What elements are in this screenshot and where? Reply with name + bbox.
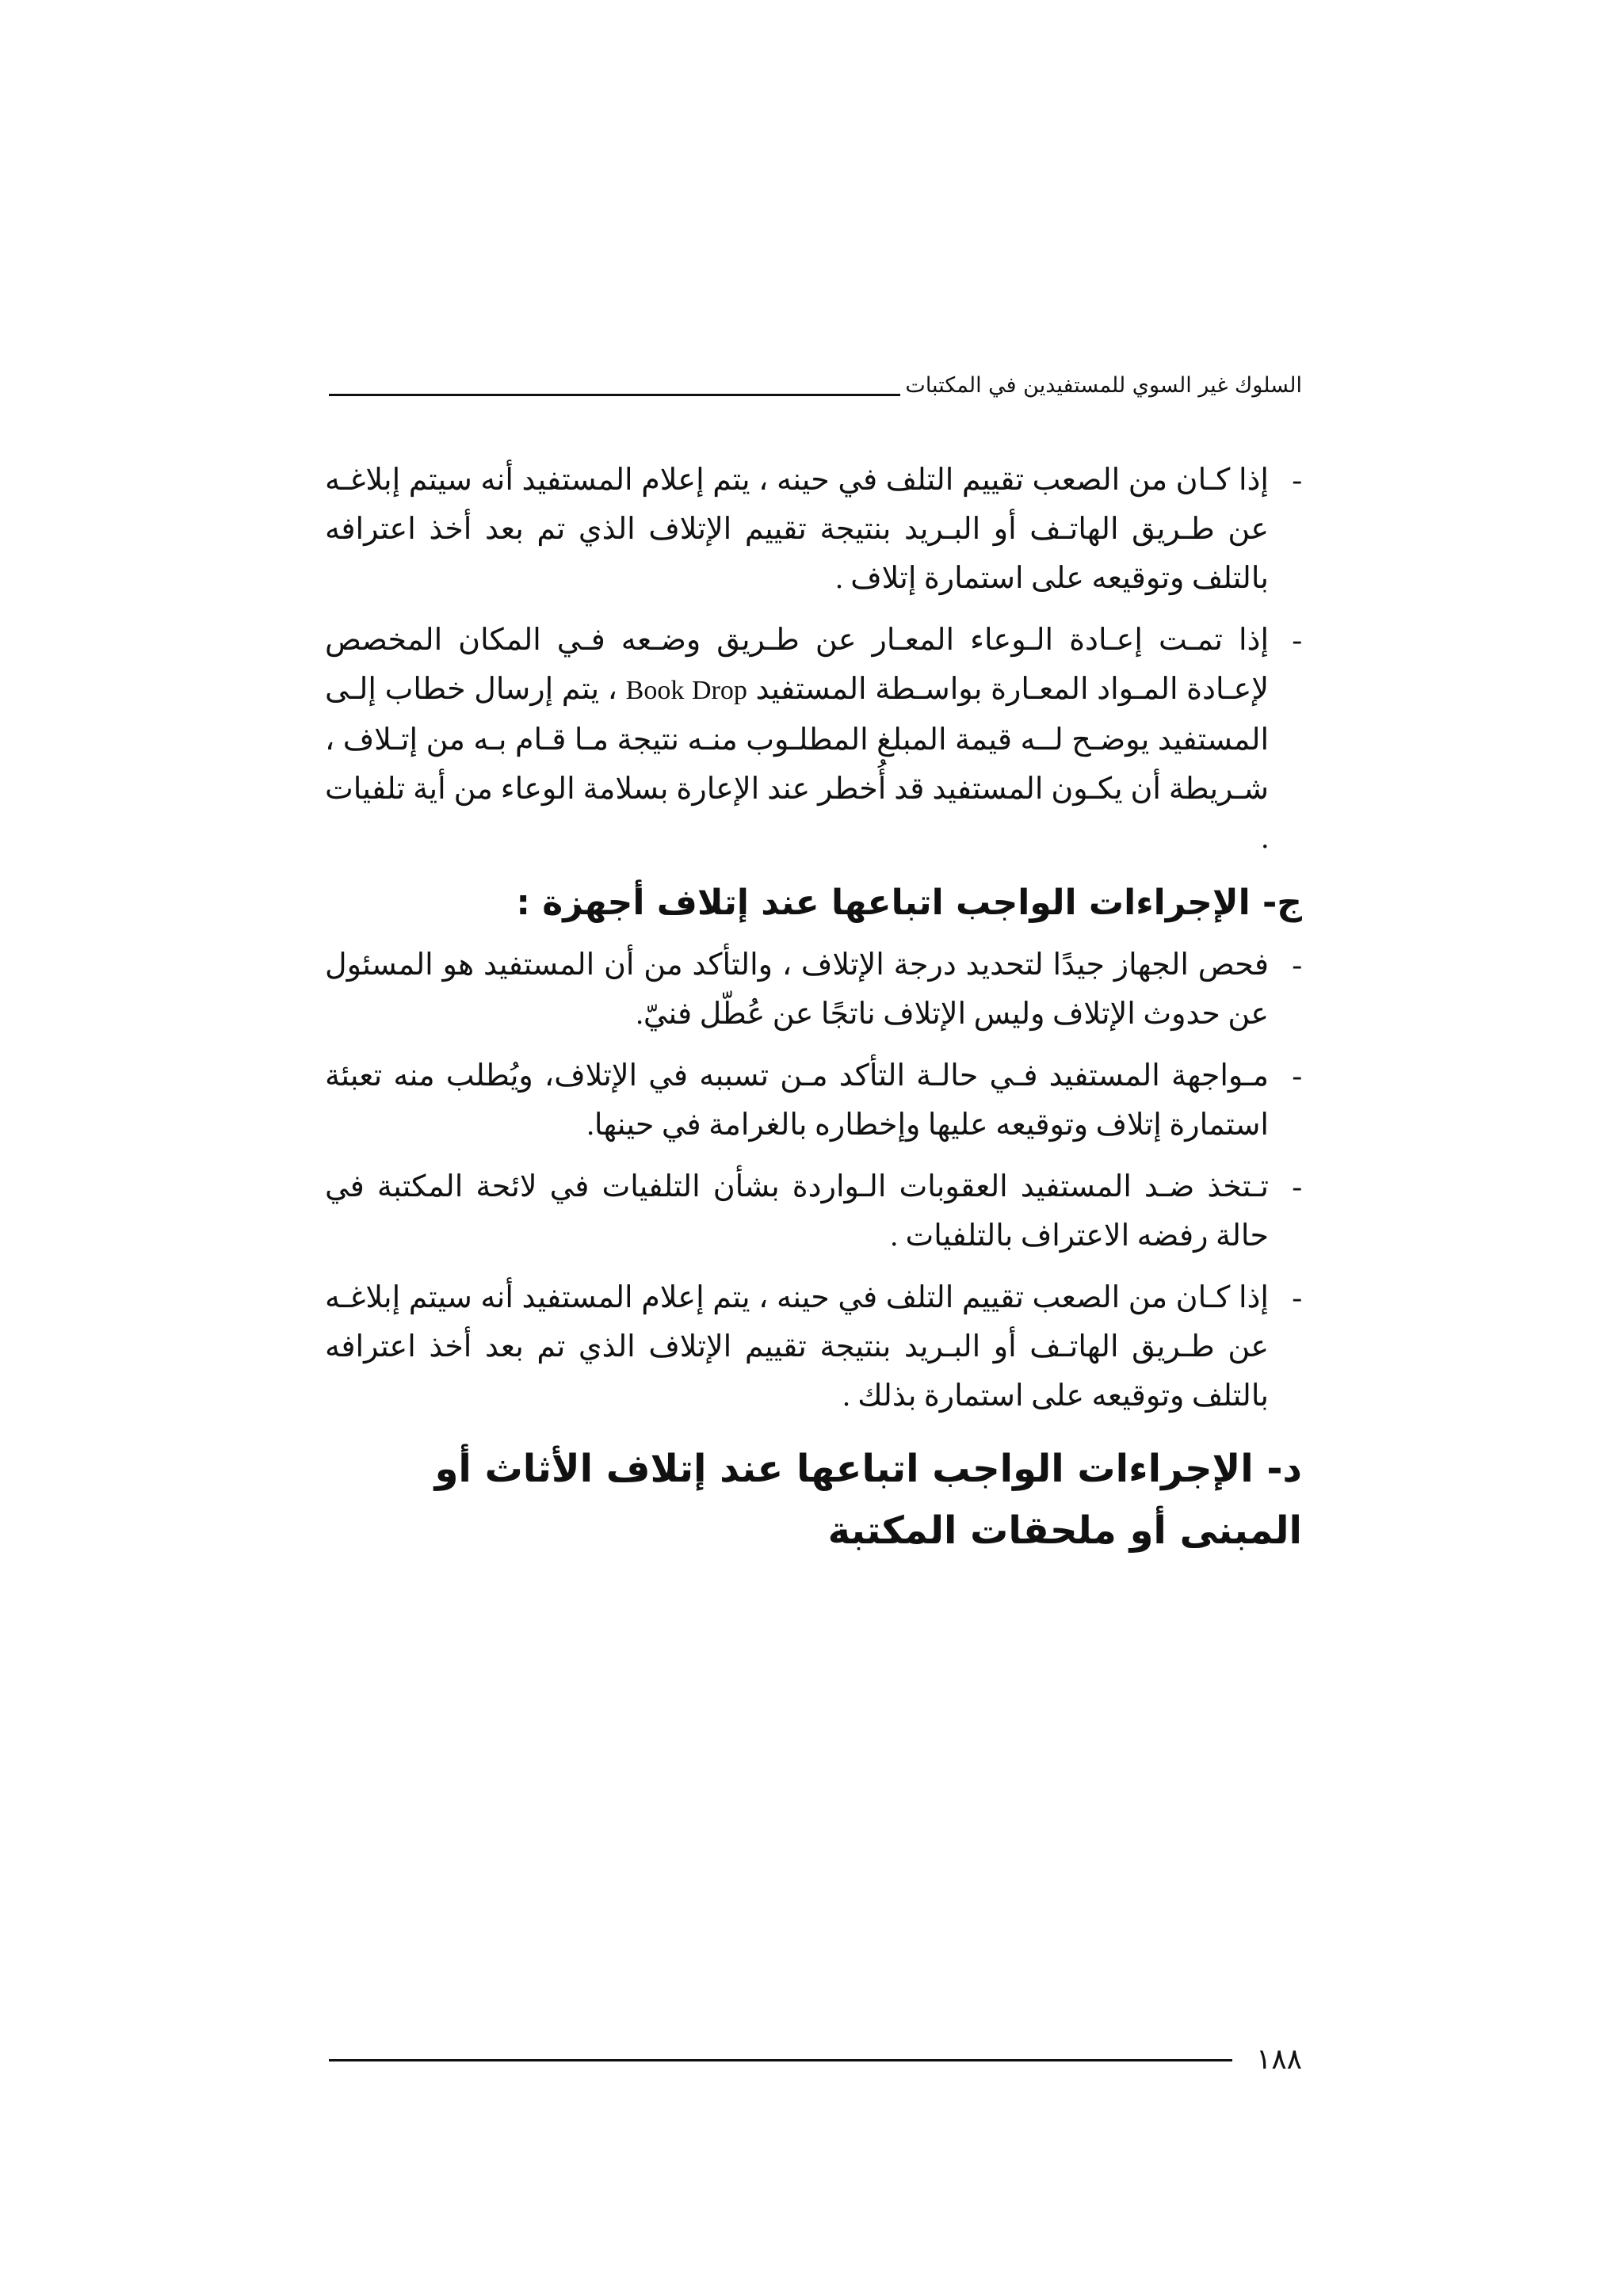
book-drop-term: Book Drop xyxy=(625,676,747,705)
bullet-dash: - xyxy=(1292,624,1302,657)
bullet-dash: - xyxy=(1292,1170,1302,1203)
bullet-dash: - xyxy=(1292,1281,1302,1314)
running-header xyxy=(329,372,1302,399)
list-item xyxy=(325,1162,1302,1261)
running-header-title: السلوك غير السوي للمستفيدين في المكتبات xyxy=(905,373,1302,398)
list-item xyxy=(325,940,1302,1039)
page-footer xyxy=(329,2044,1302,2076)
list-item xyxy=(325,1273,1302,1421)
section-heading-furniture: د- الإجراءات الواجب اتباعها عند إتلاف الأثاث أو المبنى أو ملحقات المكتبة xyxy=(434,1447,1302,1553)
list-item-text: إذا كـان من الصعب تقييم التلف في حينه ، يتم إعلام المستفيد أنه سيتم إبلاغـه عن طـريق الهاتـف أو البـريد بنتيجة تقييم الإتلاف الذي تم بعد أخذ اعترافه بالتلف وتوقيعه على استمارة إتلاف . xyxy=(325,463,1269,595)
footer-rule xyxy=(329,2059,1232,2061)
running-header-rule xyxy=(329,394,900,396)
page-number: ١٨٨ xyxy=(1255,2043,1302,2076)
list-item xyxy=(325,616,1302,863)
list-item-text-part: ، يتم إرسال خطاب إلـى المستفيد يوضـح لــه قيمة المبلغ المطلـوب منـه نتيجة مـا قـام بـه من إتـلاف ، شـريطة أن يكـون المستفيد قد أُخطر عند الإعارة بسلامة الوعاء من أية تلفيات . xyxy=(325,673,1269,855)
list-item-text: مـواجهة المستفيد فـي حالـة التأكد مـن تسببه في الإتلاف، ويُطلب منه تعبئة استمارة إتلاف وتوقيعه عليها وإخطاره بالغرامة في حينها. xyxy=(325,1059,1269,1142)
list-item xyxy=(325,1051,1302,1150)
list-item-text xyxy=(325,616,1269,863)
list-item-text: فحص الجهاز جيدًا لتحديد درجة الإتلاف ، والتأكد من أن المستفيد هو المسئول عن حدوث الإتلاف وليس الإتلاف ناتجًا عن عُطّل فنيّ. xyxy=(325,948,1269,1031)
page-content xyxy=(325,456,1302,1573)
bullet-dash: - xyxy=(1292,948,1302,982)
list-item-text: إذا كـان من الصعب تقييم التلف في حينه ، يتم إعلام المستفيد أنه سيتم إبلاغـه عن طـريق الهاتـف أو البـريد بنتيجة تقييم الإتلاف الذي تم بعد أخذ اعترافه بالتلف وتوقيعه على استمارة بذلك . xyxy=(325,1281,1269,1413)
list-item-text: تـتخذ ضـد المستفيد العقوبات الـواردة بشأن التلفيات في لائحة المكتبة في حالة رفضه الاعتراف بالتلفيات . xyxy=(325,1170,1269,1253)
list-item xyxy=(325,456,1302,603)
section-heading-devices: ج- الإجراءات الواجب اتباعها عند إتلاف أجهزة : xyxy=(516,883,1302,923)
bullet-dash: - xyxy=(1292,1059,1302,1093)
bullet-dash: - xyxy=(1292,463,1302,497)
list-item-text-part: إذا تمـت إعـادة الـوعاء المعـار عن طـريق وضـعه فـي المكان المخصص لإعـادة المـواد المعـارة بواسـطة المستفيد xyxy=(325,624,1270,706)
